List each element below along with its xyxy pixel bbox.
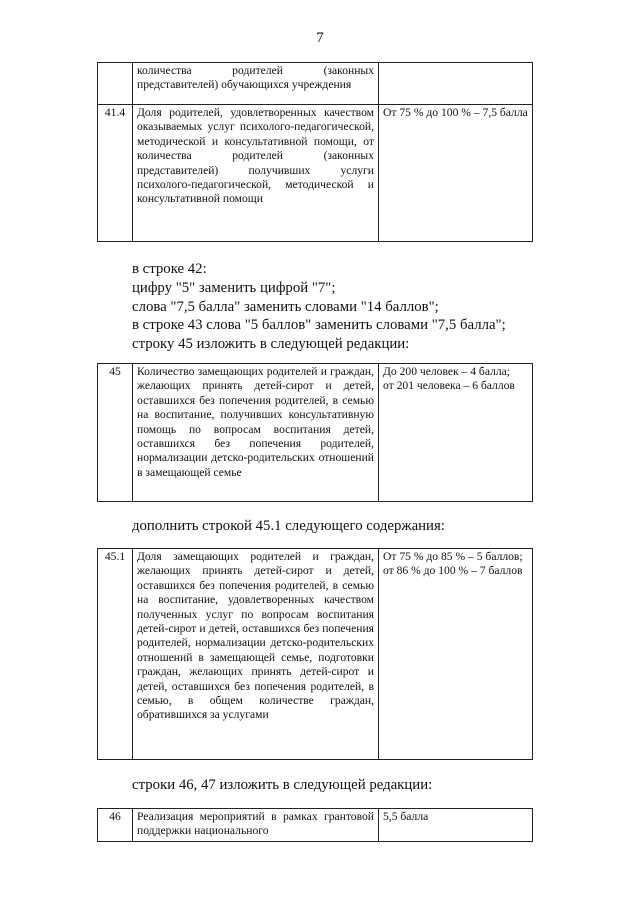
- row-description-cell: Реализация мероприятий в рамках грантовой поддержки национального: [133, 809, 379, 842]
- amendment-instructions: [132, 260, 506, 354]
- row-description-cell: количества родителей (законных представителей) обучающихся учреждения: [133, 63, 379, 105]
- instruction-line: цифру "5" заменить цифрой "7";: [132, 279, 336, 296]
- row-number-cell: [98, 63, 133, 105]
- table-rows-41: [97, 62, 533, 242]
- table-row-46: [97, 808, 533, 842]
- table-row: [98, 549, 533, 760]
- page-number: 7: [316, 30, 324, 46]
- row-score-cell: [379, 63, 533, 105]
- score-line: от 86 % до 100 % – 7 баллов: [383, 564, 523, 578]
- row-score-cell: [379, 105, 533, 242]
- table-row-45: [97, 363, 533, 502]
- instruction-line: в строке 42:: [132, 261, 207, 277]
- instruction-add-row: дополнить строкой 45.1 следующего содержания:: [132, 518, 445, 534]
- row-score-cell: [379, 809, 533, 842]
- row-number-cell: 45: [98, 364, 133, 502]
- instruction-line: строку 45 изложить в следующей редакции:: [132, 336, 410, 353]
- score-line: От 75 % до 85 % – 5 баллов;: [383, 550, 523, 563]
- row-description-cell: Доля замещающих родителей и граждан, желающих принять детей-сирот и детей, оставшихся без попечения родителей, в семью на воспитание, удовлетворенных качеством полученных услуг по вопросам воспитания детей-сирот и детей, оставшихся без попечения родителей, нормализации детско-родительских отношений в замещающей семье, подготовки граждан, желающих принять детей-сирот и детей, оставшихся без попечения родителей, в семью, в общем количестве граждан, обратившихся за услугами: [133, 549, 379, 760]
- row-description-cell: Доля родителей, удовлетворенных качеством оказываемых услуг психолого-педагогической, методической и консультативной помощи, от количества родителей (законных представителей) получивших услуги психолого-педагогической, методической и консультативной помощи: [133, 105, 379, 242]
- row-description-cell: Количество замещающих родителей и граждан, желающих принять детей-сирот и детей, оставшихся без попечения родителей, в семью на воспитание, получивших консультативную помощь по вопросам воспитания детей, оставшихся без попечения родителей, нормализации детско-родительских отношений в замещающей семье: [133, 364, 379, 502]
- row-number-cell: 45.1: [98, 549, 133, 760]
- row-number-cell: 46: [98, 809, 133, 842]
- instruction-replace-rows: строки 46, 47 изложить в следующей редакции:: [132, 777, 433, 793]
- table-row: [98, 63, 533, 105]
- instruction-line: слова "7,5 балла" заменить словами "14 баллов";: [132, 298, 439, 315]
- table-row: [98, 809, 533, 842]
- score-line: От 75 % до 100 % – 7,5 балла: [383, 106, 528, 119]
- score-line: До 200 человек – 4 балла;: [383, 365, 511, 378]
- score-line: от 201 человека – 6 баллов: [383, 379, 515, 393]
- table-row: [98, 105, 533, 242]
- table-row-45-1: [97, 548, 533, 760]
- row-score-cell: [379, 364, 533, 502]
- score-line: 5,5 балла: [383, 810, 429, 823]
- row-score-cell: [379, 549, 533, 760]
- instruction-line: в строке 43 слова "5 баллов" заменить словами "7,5 балла";: [132, 317, 506, 334]
- row-number-cell: 41.4: [98, 105, 133, 242]
- table-row: [98, 364, 533, 502]
